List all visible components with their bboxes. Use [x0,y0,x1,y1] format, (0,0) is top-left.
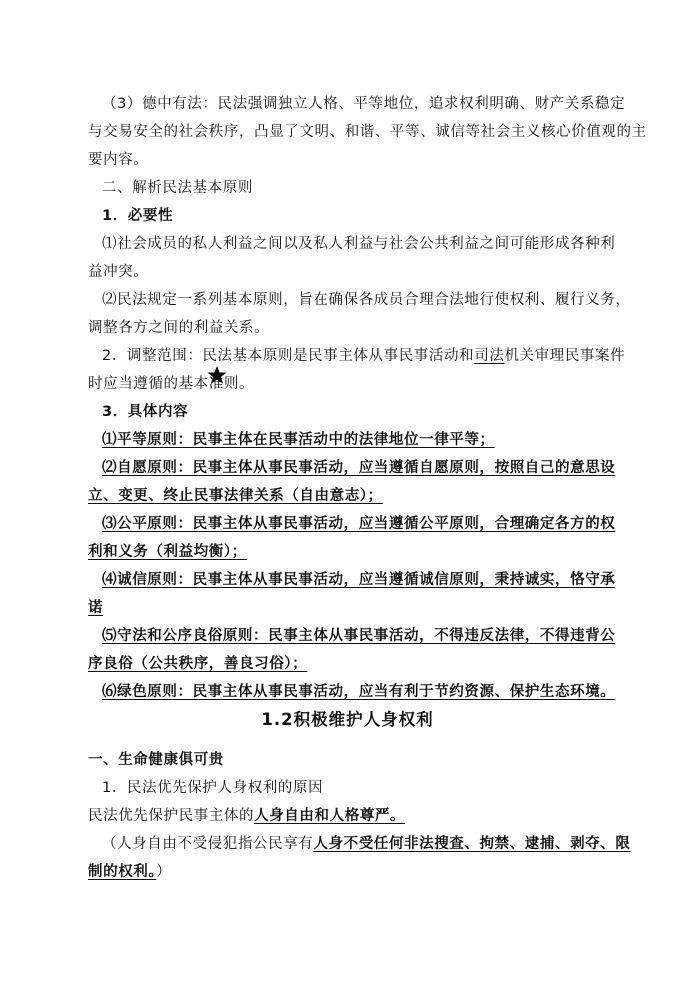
section-heading: 一、生命健康俱可贵 [88,752,224,768]
paragraph-line [102,830,631,858]
paragraph-line [88,802,625,830]
subsection-heading: 1．必要性 [102,208,174,224]
paragraph-line [102,342,625,370]
subsection-heading: 3．具体内容 [102,404,189,420]
principle-line: 序良俗（公共秩序，善良习俗）； [88,656,308,672]
paragraph-line: ⑴社会成员的私人利益之间以及私人利益与社会公共利益之间可能形成各种利 [102,236,616,252]
text-span: （人身自由不受侵犯指公民享有 [102,836,314,852]
text-span: 民法优先保护民事主体的 [88,808,255,824]
underlined-text: 人身不受任何非法搜查、拘禁、逮捕、剥夺、限 [313,836,631,852]
principle-line: 利和义务（利益均衡）； [88,544,247,560]
paragraph-line: 调整各方之间的利益关系。 [88,320,270,336]
paragraph-line: 1．民法优先保护人身权利的原因 [102,780,324,796]
star-icon [207,365,227,385]
paragraph-line: （3）德中有法：民法强调独立人格、平等地位，追求权利明确、财产关系稳定 [102,96,626,112]
paragraph-line: 时应当遵循的基本准则。 [88,376,255,392]
underlined-text: 司法 [474,348,505,364]
principle-line: ⑷诚信原则：民事主体从事民事活动，应当遵循诚信原则，秉持诚实，恪守承 [102,572,616,588]
principle-line: ⑵自愿原则：民事主体从事民事活动，应当遵循自愿原则，按照自己的意思设 [102,460,616,476]
text-span: ） [156,864,172,880]
principle-line: ⑶公平原则：民事主体从事民事活动，应当遵循公平原则，合理确定各方的权 [102,516,616,532]
paragraph-line: 益冲突。 [88,264,149,280]
section-heading: 二、解析民法基本原则 [102,180,253,196]
principle-line: ⑸守法和公序良俗原则：民事主体从事民事活动，不得违反法律，不得违背公 [102,628,616,644]
underlined-text: 制的权利。 [88,864,157,880]
principle-line: 立、变更、终止民事法律关系（自由意志）； [88,488,383,504]
paragraph-line: ⑵民法规定一系列基本原则，旨在确保各成员合理合法地行使权利、履行义务， [102,292,631,308]
principle-line: ⑴平等原则：民事主体在民事活动中的法律地位一律平等； [102,432,495,448]
principle-line: ⑹绿色原则：民事主体从事民事活动，应当有利于节约资源、保护生态环境。 [102,684,616,700]
text-span: 机关审理民事案件 [504,348,626,364]
text-span: 2．调整范围：民法基本原则是民事主体从事民事活动和 [102,348,475,364]
paragraph-line: 与交易安全的社会秩序，凸显了文明、和谐、平等、诚信等社会主义核心价值观的主 [88,124,647,140]
paragraph-line: 要内容。 [88,152,149,168]
principle-line: 诺 [88,600,104,616]
underlined-text: 人身自由和人格尊严。 [254,808,406,824]
paragraph-line [88,858,625,886]
section-title: 1.2积极维护人身权利 [261,710,434,729]
